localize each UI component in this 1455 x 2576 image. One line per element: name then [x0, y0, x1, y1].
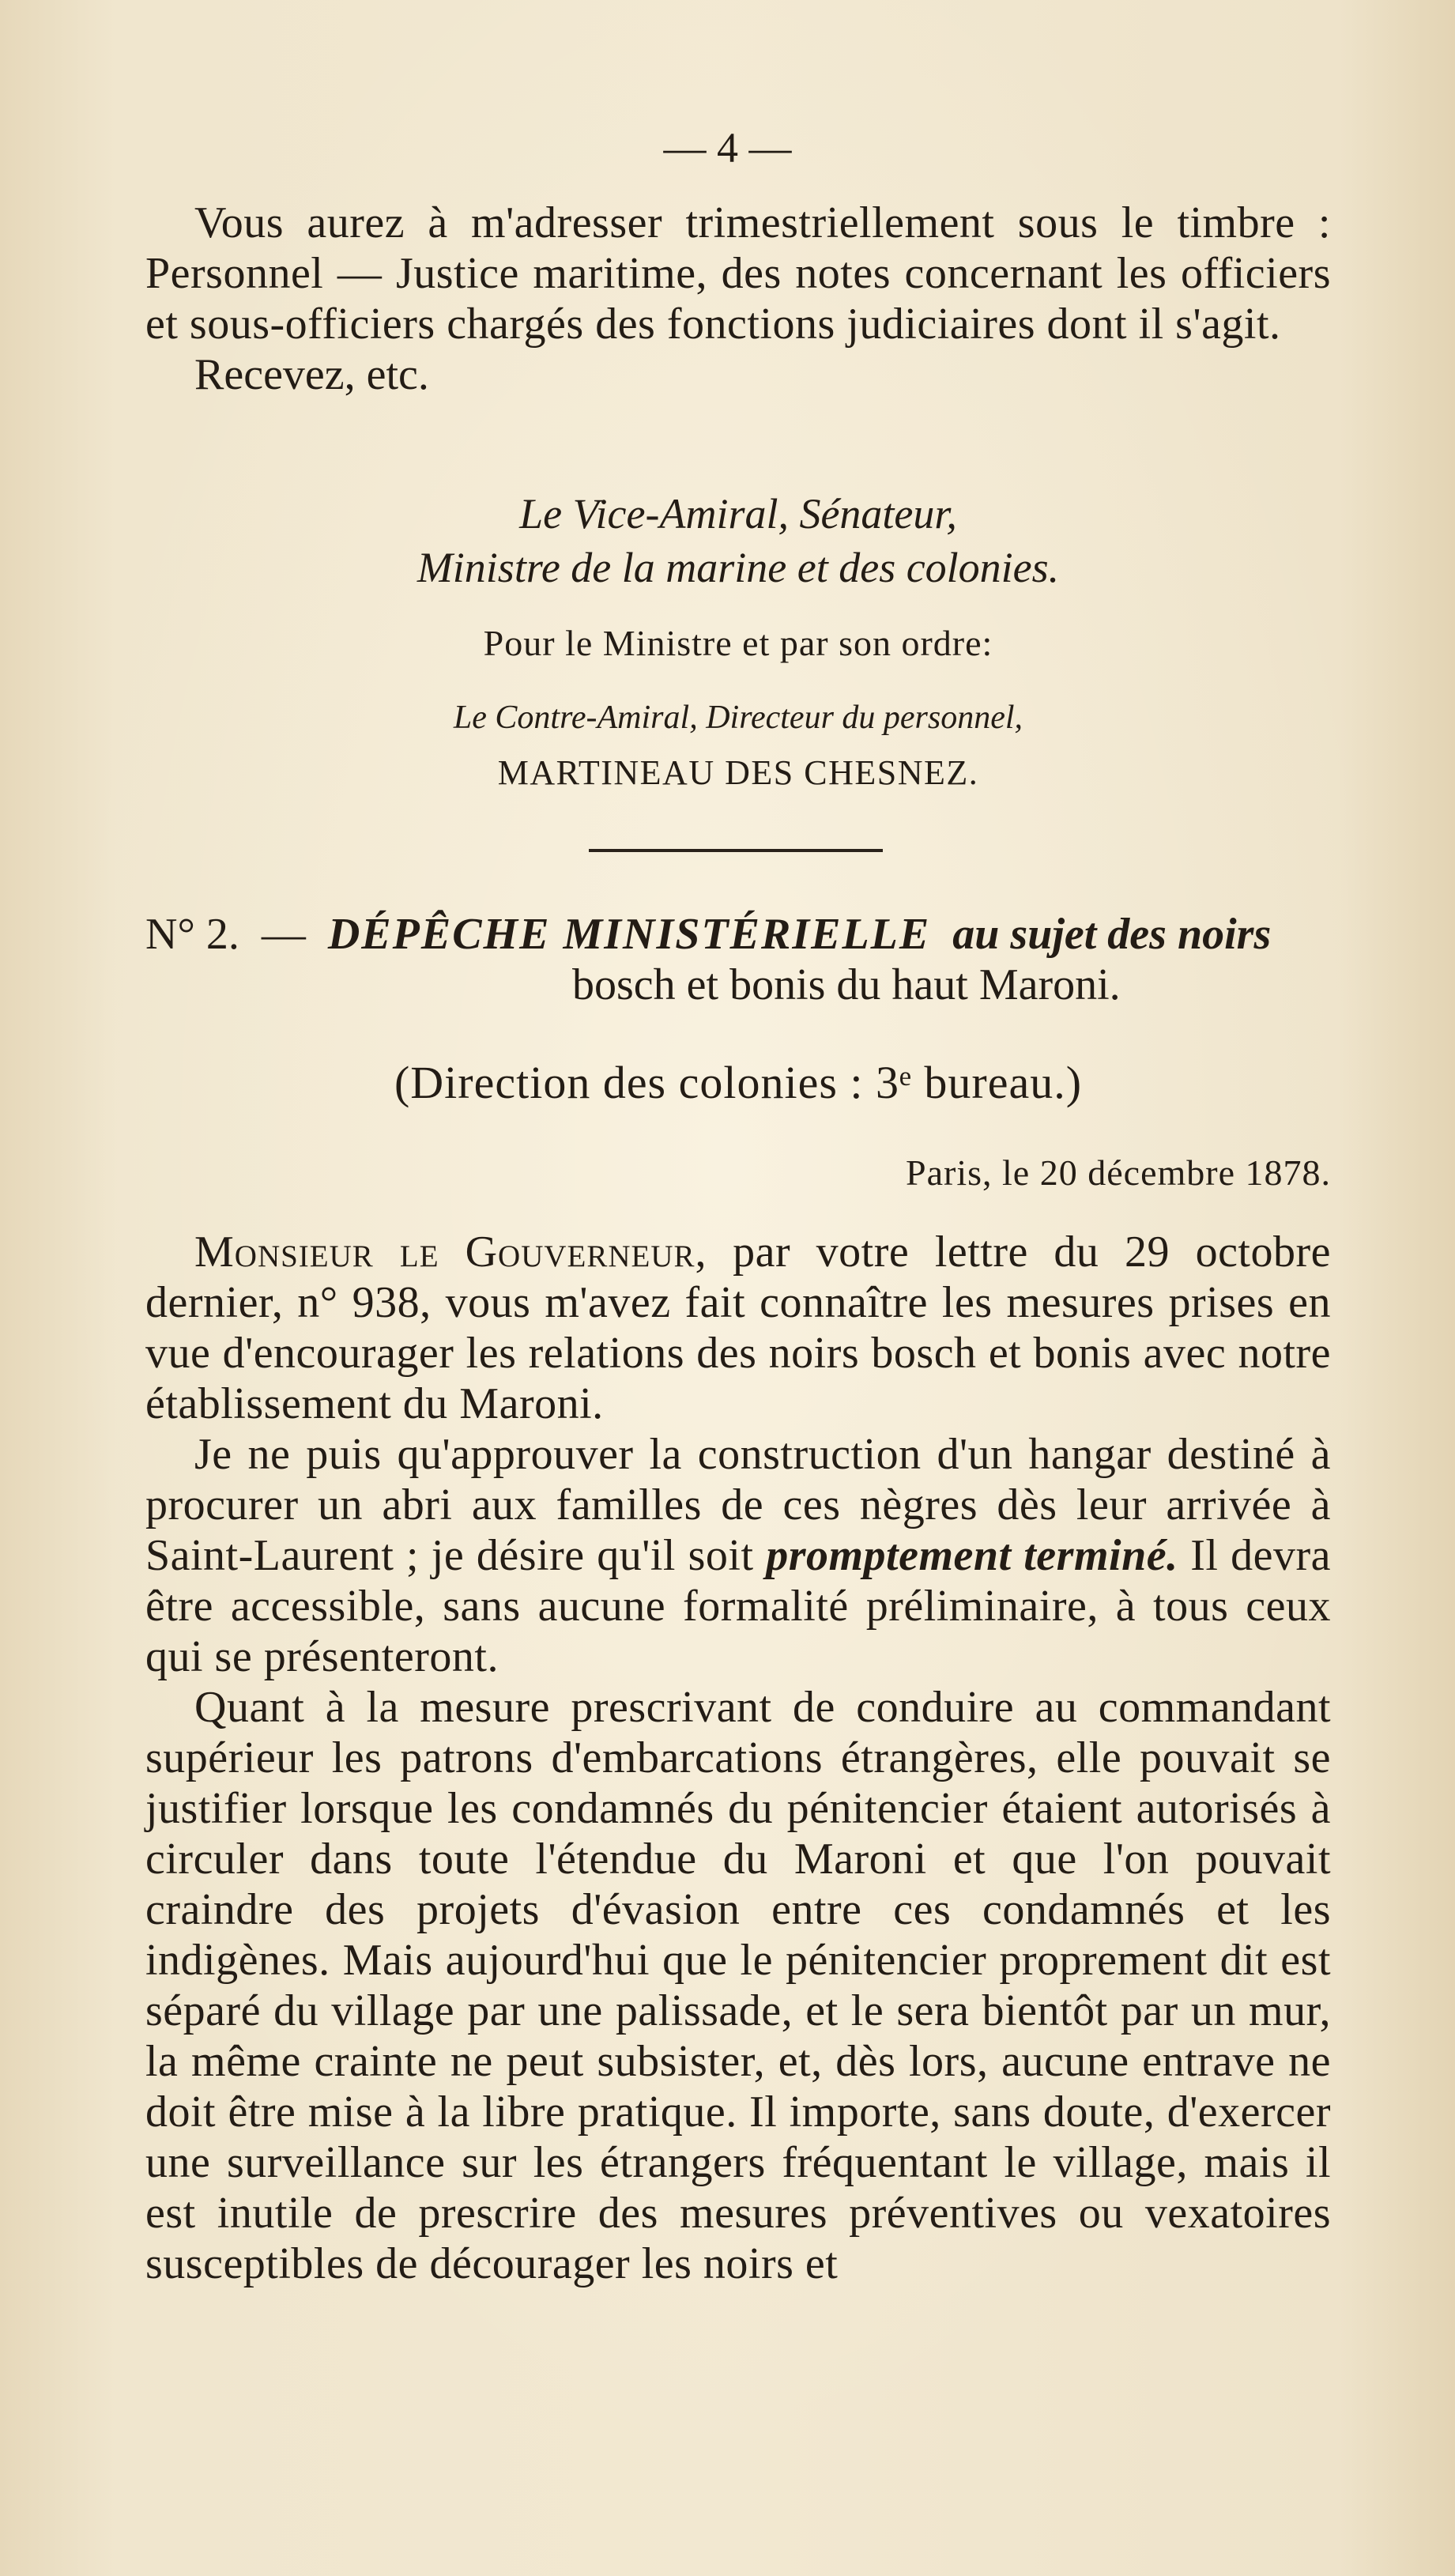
intro-paragraph: Vous aurez à m'adresser trimestriellement sous le timbre : Personnel — Justice maritime, des notes concernant les officiers et sous-officiers chargés des fonctions judiciaires dont il s'agit. [145, 198, 1331, 349]
signature-block [145, 488, 1331, 539]
signature-title-line1: Le Vice-Amiral, Sénateur, [519, 490, 957, 537]
signature-title-line2: Ministre de la marine et des colonies. [417, 544, 1060, 591]
paragraph-2-emphasis: promptement terminé. [766, 1531, 1178, 1580]
paragraph-1 [145, 1227, 1331, 1429]
document-title-line1: au sujet des noirs [952, 910, 1272, 959]
signature-director-line: Le Contre-Amiral, Directeur du personnel, [453, 700, 1023, 736]
paragraph-3: Quant à la mesure prescrivant de conduire au commandant supérieur les patrons d'embarcations étrangères, elle pouvait se justifier lorsque les condamnés du pénitencier étaient autorisés à circuler dans toute l'étendue du Maroni et que l'on pouvait craindre des projets d'évasion entre ces condamnés et les indigènes. Mais aujourd'hui que le pénitencier proprement dit est séparé du village par une palissade, et le sera bientôt par un mur, la même crainte ne peut subsister, et, dès lors, aucune entrave ne doit être mise à la libre pratique. Il importe, sans doute, d'exercer une surveillance sur les étrangers fréquentant le village, mais il est inutile de prescrire des mesures préventives ou vexatoires susceptibles de décourager les noirs et [145, 1683, 1331, 2288]
body-text [145, 1227, 1331, 2289]
paragraph-2-before: Je ne puis qu'approuver la construction d'un hangar destiné à procurer un abri aux familles de ces nègres dès leur arrivée à Saint-Laurent ; je désire qu'il soit [145, 1430, 1331, 1580]
page-number: — 4 — [663, 124, 792, 172]
dateline: Paris, le 20 décembre 1878. [906, 1152, 1331, 1193]
heading-dash: — [261, 910, 306, 959]
signature-order-line: Pour le Ministre et par son ordre: [483, 623, 993, 663]
direction-line: (Direction des colonies : 3ᵉ bureau.) [394, 1057, 1083, 1108]
document-title-main: DÉPÊCHE MINISTÉRIELLE [327, 910, 931, 959]
paragraph-2 [145, 1429, 1331, 1682]
closing-formula: Recevez, etc. [194, 350, 429, 399]
salutation: Monsieur le Gouverneur, [194, 1228, 707, 1277]
section-divider [589, 849, 883, 852]
document-number: N° 2. [145, 910, 239, 959]
paragraph-1-text: par votre lettre du 29 octobre dernier, n° 938, vous m'avez fait connaître les mesures prises en vue d'encourager les relations des noirs bosch et bonis avec notre établissement du Maroni. [145, 1228, 1331, 1428]
document-title-line2: bosch et bonis du haut Maroni. [572, 960, 1121, 1009]
signature-name: MARTINEAU DES CHESNEZ. [497, 753, 979, 792]
paragraph-2-after: Il devra être accessible, sans aucune formalité préliminaire, à tous ceux qui se présenteront. [145, 1531, 1331, 1681]
intro-block [145, 198, 1331, 400]
document-heading [145, 909, 1331, 1010]
